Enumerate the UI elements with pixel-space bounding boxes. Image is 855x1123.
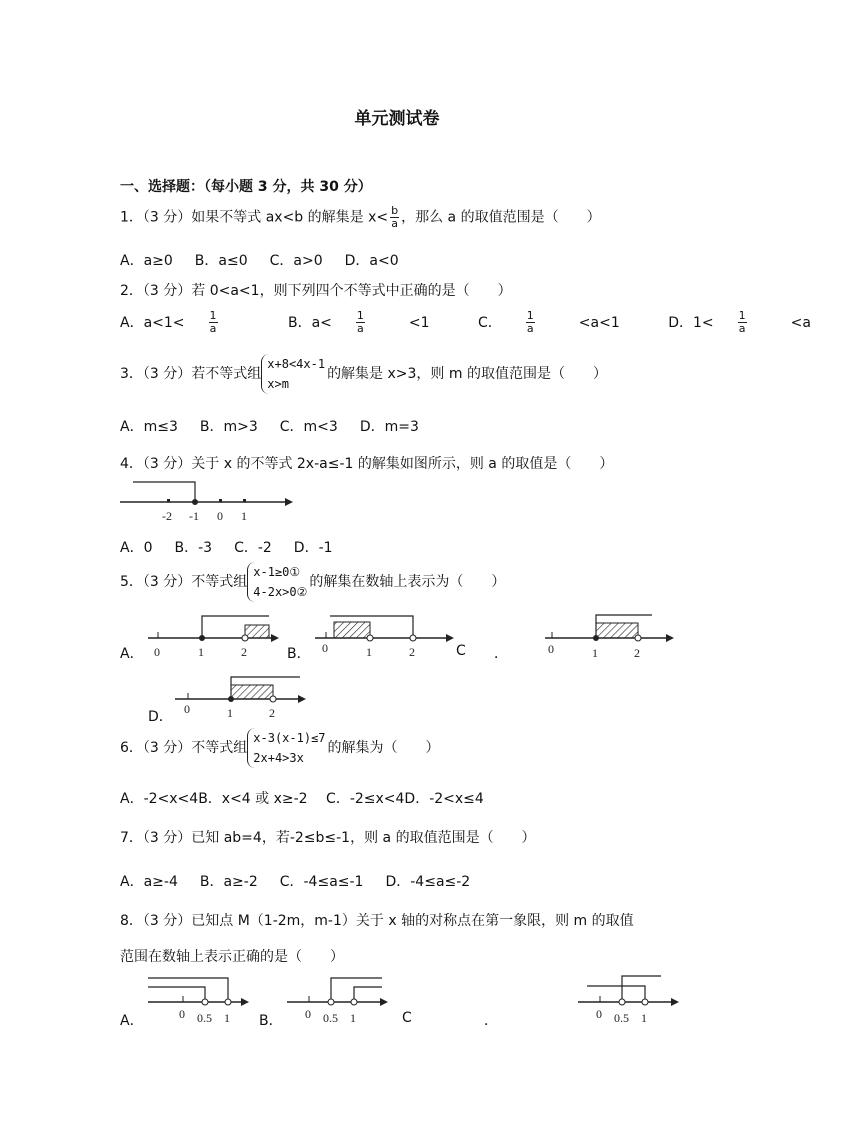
q2-options [120, 310, 855, 335]
q5-number-line-b [310, 606, 460, 662]
q7-options [120, 871, 492, 891]
q3-inequality-system: x+8<4x-1 x>m [261, 354, 327, 394]
question-7: 7．（3 分）已知 ab=4，若-2≤b≤-1，则 a 的取值范围是（ ） [120, 830, 536, 846]
q4-tick-label: -2 [162, 509, 172, 523]
question-1 [120, 205, 601, 230]
q1-option-d[interactable]: D．a<0 [344, 253, 399, 269]
q8-option-b[interactable]: B． [259, 1013, 283, 1029]
q5-number-line-d [170, 673, 320, 723]
question-4: 4．（3 分）关于 x 的不等式 2x-a≤-1 的解集如图所示，则 a 的取值是（ ） [120, 456, 614, 472]
q2-option-d[interactable]: D．1< $\frac{1}{a}$ <a [668, 309, 811, 335]
question-6: 6．（3 分）不等式组 x-3(x-1)≤7 2x+4>3x 的解集为（ ） [120, 728, 440, 768]
svg-text:0: 0 [154, 645, 160, 659]
q1-text-post: ，那么 a 的取值范围是（ ） [401, 209, 601, 226]
svg-text:0: 0 [184, 702, 190, 716]
q1-fraction: $\frac{b}{a}$ [391, 204, 399, 230]
svg-text:2: 2 [634, 646, 640, 660]
q4-options [120, 537, 355, 557]
q5-inequality-system: x-1≥0① 4-2x>0② [247, 562, 309, 602]
svg-text:0: 0 [548, 642, 554, 656]
q1-text-pre: 1．（3 分）如果不等式 ax<b 的解集是 x< [120, 209, 389, 226]
svg-text:1: 1 [224, 1011, 230, 1025]
svg-text:0.5: 0.5 [323, 1011, 338, 1025]
q3-option-d[interactable]: D．m=3 [359, 419, 419, 435]
q8-option-c-dot: ． [484, 1013, 498, 1029]
svg-text:1: 1 [198, 645, 204, 659]
q4-tick-label: -1 [189, 509, 199, 523]
svg-text:1: 1 [366, 645, 372, 659]
q2-option-b[interactable]: B．a< $\frac{1}{a}$ <1 [287, 309, 430, 335]
q7-option-c[interactable]: C．-4≤a≤-1 [279, 874, 364, 890]
q7-option-b[interactable]: B．a≥-2 [199, 874, 258, 890]
q5-number-line-c [540, 609, 680, 663]
q4-option-c[interactable]: C．-2 [234, 540, 272, 556]
svg-text:0: 0 [596, 1007, 602, 1021]
q5-number-line-a [143, 612, 283, 662]
question-5: 5．（3 分）不等式组 x-1≥0① 4-2x>0② 的解集在数轴上表示为（ ） [120, 562, 505, 602]
q7-option-a[interactable]: A．a≥-4 [120, 874, 178, 890]
svg-text:0: 0 [179, 1007, 185, 1021]
q1-option-a[interactable]: A．a≥0 [120, 253, 173, 269]
q3-options [120, 416, 441, 436]
q4-option-d[interactable]: D．-1 [293, 540, 333, 556]
q2-option-c[interactable]: C． $\frac{1}{a}$ <a<1 [478, 309, 620, 335]
q5-option-a[interactable]: A． [120, 646, 144, 662]
question-8-line-2: 范围在数轴上表示正确的是（ ） [120, 949, 344, 965]
question-2: 2．（3 分）若 0<a<1，则下列四个不等式中正确的是（ ） [120, 283, 512, 299]
svg-text:2: 2 [241, 645, 247, 659]
q5-option-d[interactable]: D． [148, 709, 173, 725]
q5-option-c[interactable]: C [456, 643, 466, 659]
q4-number-line [115, 474, 295, 524]
svg-text:2: 2 [269, 706, 275, 720]
q3-option-c[interactable]: C．m<3 [279, 419, 338, 435]
q1-options [120, 250, 421, 270]
q8-number-line-a [143, 972, 263, 1028]
q6-options[interactable]: A．-2<x<4B．x<4 或 x≥-2 C．-2≤x<4D．-2<x≤4 [120, 791, 484, 807]
question-3: 3．（3 分）若不等式组 x+8<4x-1 x>m 的解集是 x>3，则 m 的取值范围是（ ） [120, 354, 607, 394]
q4-tick-label: 0 [217, 509, 223, 523]
page-title: 单元测试卷 [354, 109, 440, 129]
section-heading: 一、选择题：（每小题 3 分，共 30 分） [120, 179, 372, 195]
q5-option-b[interactable]: B． [287, 646, 311, 662]
q8-number-line-c [573, 970, 693, 1028]
svg-text:0: 0 [322, 641, 328, 655]
q2-option-a[interactable]: A．a<1< $\frac{1}{a}$ [120, 309, 217, 335]
q7-option-d[interactable]: D．-4≤a≤-2 [385, 874, 471, 890]
q4-tick-label: 1 [241, 509, 247, 523]
svg-text:1: 1 [350, 1011, 356, 1025]
q4-option-a[interactable]: A．0 [120, 540, 153, 556]
svg-text:1: 1 [592, 646, 598, 660]
svg-text:0.5: 0.5 [197, 1011, 212, 1025]
q8-option-c[interactable]: C [402, 1010, 412, 1026]
q1-option-b[interactable]: B．a≤0 [194, 253, 248, 269]
svg-text:1: 1 [227, 706, 233, 720]
q8-option-a[interactable]: A． [120, 1013, 144, 1029]
q1-option-c[interactable]: C．a>0 [269, 253, 323, 269]
q4-option-b[interactable]: B．-3 [174, 540, 213, 556]
svg-text:2: 2 [409, 645, 415, 659]
q5-option-c-dot: ． [494, 646, 508, 662]
question-8-line-1: 8．（3 分）已知点 M（1-2m，m-1）关于 x 轴的对称点在第一象限，则 m 的取值 [120, 913, 634, 929]
q6-inequality-system: x-3(x-1)≤7 2x+4>3x [247, 728, 327, 768]
svg-text:0.5: 0.5 [614, 1011, 629, 1025]
q3-option-a[interactable]: A．m≤3 [120, 419, 178, 435]
q3-option-b[interactable]: B．m>3 [199, 419, 258, 435]
svg-text:1: 1 [641, 1011, 647, 1025]
svg-text:0: 0 [305, 1007, 311, 1021]
q8-number-line-b [282, 972, 402, 1028]
